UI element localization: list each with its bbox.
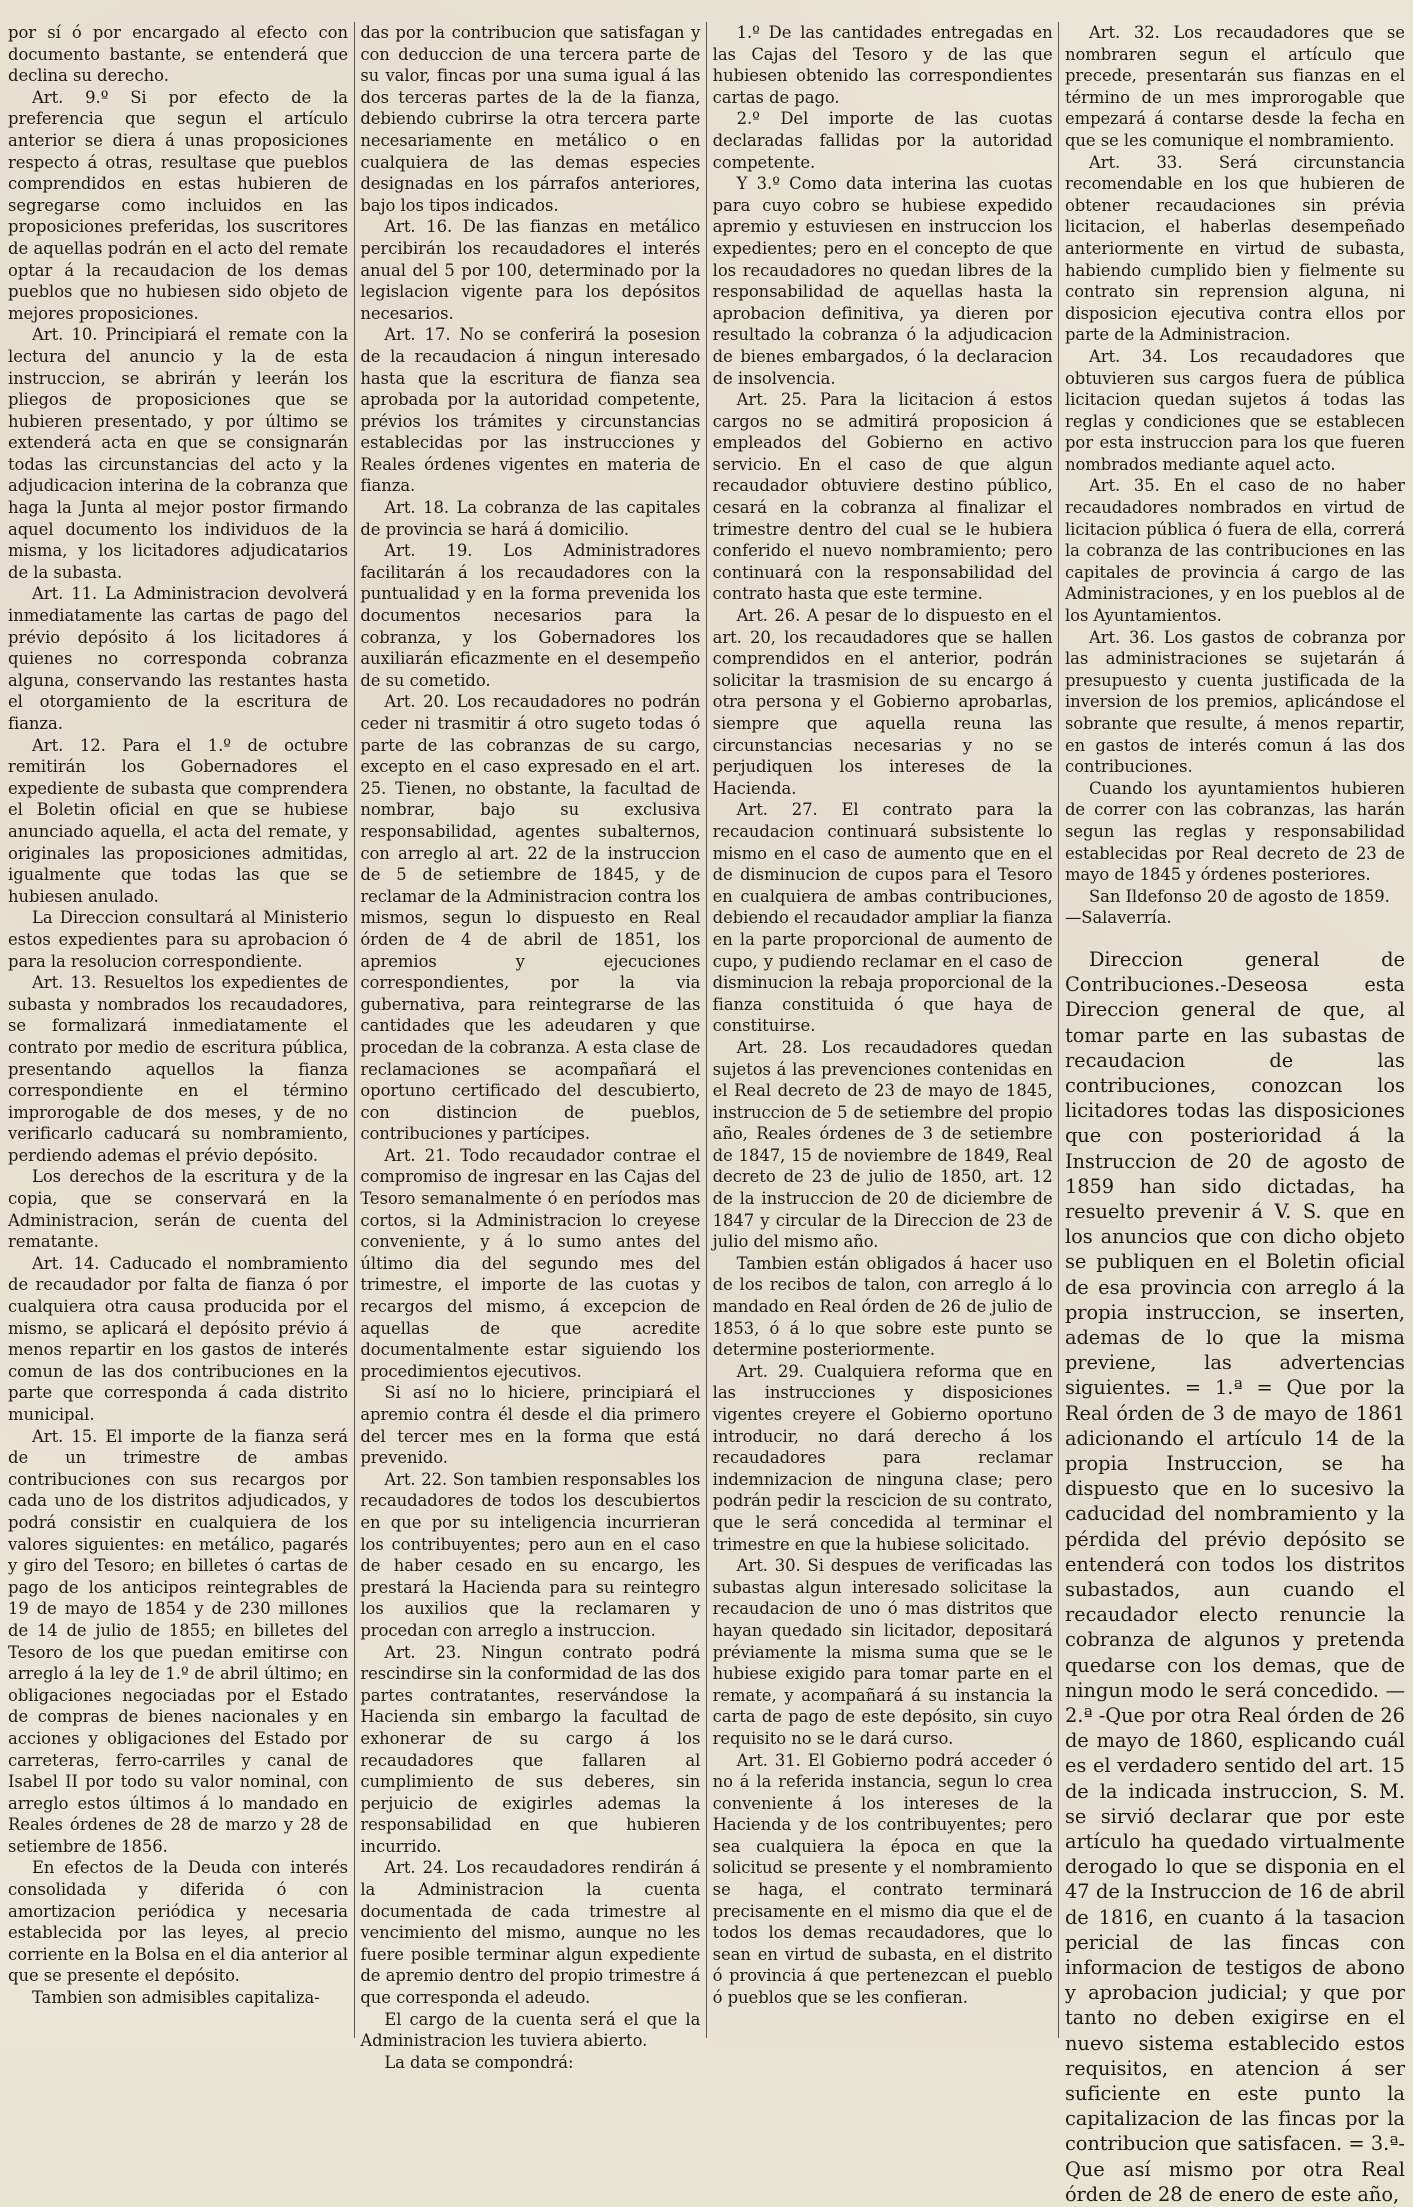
article-32: Art. 32. Los recaudadores que se nombraren segun el artículo que precede, presentarán sus fianzas en el término de un mes improrogable que empezará á contarse desde la fecha en que se les comunique el nombramiento. <box>1064 23 1405 150</box>
article-16: Art. 16. De las fianzas en metálico percibirán los recaudadores el interés anual del 5 por 100, determinado por la legislacion vigente para los depósitos necesarios. <box>360 217 701 323</box>
article-12: Art. 12. Para el 1.º de octubre remitirán los Gobernadores el expediente de subasta que comprendera el Boletin oficial en que se hubiese anunciado aquella, el acta del remate, y originales las proposiciones admitidas, igualmente que todas las que se hubiesen anulado. <box>8 735 348 906</box>
column-4 <box>1064 22 1405 2206</box>
paragraph: Tambien son admisibles capitaliza- <box>32 1988 320 2008</box>
article-13: Art. 13. Resueltos los expedientes de subasta y nombrados los recaudadores, se formalizará inmediatamente el contrato por medio de escritura pública, presentando aquellos la fianza correspondiente en el término improrogable de dos meses, y de no verificarlo caducará su nombramiento, perdiendo ademas el prévio depósito. <box>8 973 348 1165</box>
column-divider <box>354 22 355 2038</box>
article-31: Art. 31. El Gobierno podrá acceder ó no á la referida instancia, segun lo crea conveniente á los intereses de la Hacienda y de los contribuyentes; pero sea cualquiera la época en que la solicitud se presente y el nombramiento se haga, el contrato terminará precisamente en el mismo dia que el de todos los demas recaudadores, que lo sean en virtud de subasta, en el distrito ó provincia á que pertenezcan el pueblo ó pueblos que se les confieran. <box>712 1750 1053 2008</box>
article-11: Art. 11. La Administracion devolverá inmediatamente las cartas de pago del prévio depósito á los licitadores á quienes no corresponda cobranza alguna, conservando las restantes hasta el otorgamiento de la escritura de fianza. <box>8 584 348 733</box>
article-25: Art. 25. Para la licitacion á estos cargos no se admitirá proposicion á empleados del Gobierno en activo servicio. En el caso de que algun recaudador obtuviere destino público, cesará en la cobranza al finalizar el trimestre dentro del cual se le hubiera conferido el nuevo nombramiento; pero continuará con la responsabilidad del contrato hasta que este termine. <box>712 390 1053 604</box>
article-19: Art. 19. Los Administradores facilitarán á los recaudadores con la puntualidad y en la forma prevenida los documentos necesarios para la cobranza, y los Gobernadores los auxiliarán eficazmente en el desempeño de su cometido. <box>360 541 701 690</box>
paragraph: La Direccion consultará al Ministerio estos expedientes para su aprobacion ó para la resolucion correspondiente. <box>8 908 348 971</box>
article-22: Art. 22. Son tambien responsables los recaudadores de todos los descubiertos en que por su inteligencia incurrieran los contribuyentes; pero aun en el caso de haber cesado en su encargo, les prestará la Hacienda para su reintegro los auxilios que la reclamaren y procedan con arreglo a instruccion. <box>360 1469 701 1640</box>
article-36: Art. 36. Los gastos de cobranza por las administraciones se sujetarán á presupuesto y cuenta justificada de la inversion de los premios, aplicándose el sobrante que resulte, á menos repartir, en gastos de interés comun á las dos contribuciones. <box>1064 627 1405 777</box>
article-14: Art. 14. Caducado el nombramiento de recaudador por falta de fianza ó por cualquiera otra causa producida por el mismo, se aplicará el depósito prévio á menos repartir en los gastos de interés comun de las dos contribuciones en la parte que corresponda á cada distrito municipal. <box>8 1253 348 1424</box>
column-divider <box>706 22 707 2038</box>
article-35: Art. 35. En el caso de no haber recaudadores nombrados en virtud de licitacion pública ó fuera de ella, correrá la cobranza de las contribuciones en las capitales de provincia á cargo de las Administraciones, y en los pueblos al de los Ayuntamientos. <box>1064 476 1405 626</box>
paragraph: En efectos de la Deuda con interés consolidada y diferida ó con amortizacion periódica y necesaria establecida por las leyes, al precio corriente en la Bolsa en el dia anterior al que se presente el depósito. <box>8 1858 348 1986</box>
article-15: Art. 15. El importe de la fianza será de un trimestre de ambas contribuciones con sus recargos por cada uno de los distritos adjudicados, y podrá consistir en cualquiera de los valores siguientes: en metálico, pagarés y giro del Tesoro; en billetes ó cartas de pago de los anticipos reintegrables de 19 de mayo de 1854 y de 230 millones de 14 de julio de 1855; en billetes del Tesoro de los que puedan emitirse con arreglo á la ley de 1.º de abril último; en obligaciones negociadas por el Estado de compras de bienes nacionales y en acciones y obligaciones del Estado por carreteras, ferro-carriles y canal de Isabel II por todo su valor nominal, con arreglo estos últimos á lo mandado en Reales órdenes de 28 de marzo y 28 de setiembre de 1856. <box>8 1426 348 1856</box>
column-2 <box>360 22 701 2072</box>
paragraph: El cargo de la cuenta será el que la Administracion les tuviera abierto. <box>360 2009 701 2051</box>
article-23: Art. 23. Ningun contrato podrá rescindirse sin la conformidad de las dos partes contratantes, reservándose la Hacienda sin embargo la facultad de exhonerar de su cargo á los recaudadores que fallaren al cumplimiento de sus deberes, sin perjuicio de exigirles ademas la responsabilidad en que hubieren incurrido. <box>360 1642 701 1856</box>
signature-line: San Ildefonso 20 de agosto de 1859. —Salaverría. <box>1064 886 1390 928</box>
article-26: Art. 26. A pesar de lo dispuesto en el art. 20, los recaudadores que se hallen comprendidos en el anterior, podrán solicitar la trasmision de su encargo á otra persona y el Gobierno aprobarlas, siempre que aquella reuna las circunstancias necesarias y no se perjudiquen los intereses de la Hacienda. <box>712 606 1053 798</box>
article-34: Art. 34. Los recaudadores que obtuvieren sus cargos fuera de pública licitacion quedan sujetos á todas las reglas y condiciones que se establecen por esta instruccion para los que fueren nombrados mediante aquel acto. <box>1064 346 1405 474</box>
text-columns <box>8 22 1405 2206</box>
article-27: Art. 27. El contrato para la recaudacion continuará subsistente lo mismo en el caso de aumento que en el de disminucion de cupos para el Tesoro en cualquiera de ambas contribuciones, debiendo el recaudador ampliar la fianza en la parte proporcional de aumento de cupo, y pudiendo reclamar en el caso de disminucion la rebaja proporcional de la fianza constituida ó que haya de constituirse. <box>712 800 1053 1036</box>
paragraph: Los derechos de la escritura y de la copia, que se conservará en la Administracion, serán de cuenta del rematante. <box>8 1167 348 1252</box>
list-item: Y 3.º Como data interina las cuotas para cuyo cobro se hubiese expedido apremio y estuviesen en instruccion los expedientes; pero en el concepto de que los recaudadores no quedan libres de la responsabilidad de aquellas hasta la aprobacion definitiva, ya dieren por resultado la cobranza ó la adjudicacion de bienes embargados, ó la declaracion de insolvencia. <box>712 174 1053 388</box>
paragraph: por sí ó por encargado al efecto con documento bastante, se entenderá que declina su derecho. <box>8 23 348 86</box>
article-21: Art. 21. Todo recaudador contrae el compromiso de ingresar en las Cajas del Tesoro semanalmente ó en períodos mas cortos, si la Administracion lo creyese conveniente, y á lo sumo antes del último dia del segundo mes del trimestre, el importe de las cuotas y recargos del mismo, á excepcion de aquellas de que acredite documentalmente estar siguiendo los procedimientos ejecutivos. <box>360 1145 701 1381</box>
column-1 <box>8 22 348 2038</box>
paragraph: das por la contribucion que satisfagan y con deduccion de una tercera parte de su valor, fincas por una suma igual á las dos terceras partes de la de la fianza, debiendo cubrirse la otra tercera parte necesariamente en metálico o en cualquiera de las demas especies designadas en los párrafos anteriores, bajo los tipos indicados. <box>360 23 701 215</box>
article-33: Art. 33. Será circunstancia recomendable en los que hubieren de obtener recaudaciones sin prévia licitacion, el haberlas desempeñado anteriormente en virtud de subasta, habiendo cumplido bien y fielmente su contrato sin reprension alguna, ni disposicion ejecutiva contra ellos por parte de la Administracion. <box>1064 152 1405 345</box>
article-9: Art. 9.º Si por efecto de la preferencia que segun el artículo anterior se diera á unas proposiciones respecto á otras, resultase que pueblos comprendidos en estas hubieren de segregarse como incluidos en las proposiciones preferidas, los suscritores de aquellas podrán en el acto del remate optar á la recaudacion de los demas pueblos que no hubiesen sido objeto de mejores proposiciones. <box>8 87 348 323</box>
article-30: Art. 30. Si despues de verificadas las subastas algun interesado solicitase la recaudacion de uno ó mas distritos que hayan quedado sin licitador, depositará préviamente la misma suma que se le hubiese exigido para tomar parte en el remate, y acompañará á su instancia la carta de pago de este depósito, sin cuyo requisito no se le dará curso. <box>712 1556 1053 1748</box>
article-20: Art. 20. Los recaudadores no podrán ceder ni trasmitir á otro sugeto todas ó parte de las cobranzas de su cargo, excepto en el caso expresado en el art. 25. Tienen, no obstante, la facultad de nombrar, bajo su exclusiva responsabilidad, agentes subalternos, con arreglo al art. 22 de la instruccion de 5 de setiembre de 1845, y de reclamar de la Administracion contra los mismos, segun lo dispuesto en Real órden de 4 de abril de 1851, los apremios y ejecuciones correspondientes, por la via gubernativa, para reintegrarse de las cantidades que les adeudaren y que procedan de la cobranza. A esta clase de reclamaciones se acompañará el oportuno certificado del descubierto, con distincion de pueblos, contribuciones y partícipes. <box>360 692 701 1144</box>
paragraph: Si así no lo hiciere, principiará el apremio contra él desde el dia primero del tercer mes en la forma que está prevenido. <box>360 1383 701 1468</box>
list-item: 1.º De las cantidades entregadas en las Cajas del Tesoro y de las que hubiesen obtenido las correspondientes cartas de pago. <box>712 23 1053 107</box>
column-3 <box>713 22 1053 2038</box>
circular-notice: Direccion general de Contribuciones.-Deseosa esta Direccion general de que, al tomar parte en las subastas de recaudacion de las contribuciones, conozcan los licitadores todas las disposiciones que con posterioridad á la Instruccion de 20 de agosto de 1859 han sido dictadas, ha resuelto prevenir á V. S. que en los anuncios que con dicho objeto se publiquen en el Boletin oficial de esa provincia con arreglo á la propia instruccion, se inserten, ademas de lo que la misma previene, las advertencias siguientes. = 1.ª = Que por la Real órden de 3 de mayo de 1861 adicionando el artículo 14 de la propia Instruccion, se ha dispuesto que en lo sucesivo la caducidad del nombramiento y la pérdida del prévio depósito se entenderá con todos los distritos subastados, aun cuando el recaudador electo renuncie la cobranza de algunos y pretenda quedarse con los demas, que de ningun modo le será concedido. — 2.ª -Que por otra Real órden de 26 de mayo de 1860, esplicando cuál es el verdadero sentido del art. 15 de la indicada instruccion, S. M. se sirvió declarar que por este artículo ha quedado virtualmente derogado lo que se disponia en el 47 de la Instruccion de 16 de abril de 1816, en cuanto á la tasacion pericial de las fincas con informacion de testigos de abono y aprobacion judicial; y que por tanto no deben exigirse en el nuevo sistema establecido estos requisitos, en atencion á ser suficiente en este punto la capitalizacion de las fincas por la contribucion que satisfacen. = 3.ª-Que así mismo por otra Real órden de 28 de enero de este año, <box>1064 947 1405 2206</box>
paragraph: La data se compondrá: <box>384 2052 574 2072</box>
paragraph: Cuando los ayuntamientos hubieren de correr con las cobranzas, las harán segun las reglas y responsabilidad establecidas por Real decreto de 23 de mayo de 1845 y órdenes posteriores. <box>1064 778 1405 885</box>
article-17: Art. 17. No se conferirá la posesion de la recaudacion á ningun interesado hasta que la escritura de fianza sea aprobada por la autoridad competente, prévios los trámites y circunstancias establecidas por las instrucciones y Reales órdenes vigentes en materia de fianza. <box>360 325 701 496</box>
article-29: Art. 29. Cualquiera reforma que en las instrucciones y disposiciones vigentes creyere el Gobierno oportuno introducir, no dará derecho á los recaudadores para reclamar indemnizacion de ninguna clase; pero podrán pedir la rescicion de su contrato, que le será concedida al terminar el trimestre en que la hubiese solicitado. <box>712 1361 1053 1554</box>
article-10: Art. 10. Principiará el remate con la lectura del anuncio y la de esta instruccion, se abrirán y leerán los pliegos de proposiciones que se hubieren presentado, y por último se extenderá acta en que se consignarán todas las circunstancias del acto y la adjudicacion interina de la cobranza que haga la Junta al mejor postor firmando aquel documento los individuos de la misma, y los licitadores adjudicatarios de la subasta. <box>8 325 348 582</box>
paragraph: Tambien están obligados á hacer uso de los recibos de talon, con arreglo á lo mandado en Real órden de 26 de julio de 1853, ó á lo que sobre este punto se determine posteriormente. <box>712 1253 1053 1360</box>
article-24: Art. 24. Los recaudadores rendirán á la Administracion la cuenta documentada de cada trimestre al vencimiento del mismo, aunque no les fuere posible terminar algun expediente de apremio dentro del propio trimestre á que corresponda el adeudo. <box>360 1858 701 2008</box>
article-18: Art. 18. La cobranza de las capitales de provincia se hará á domicilio. <box>360 498 701 539</box>
column-divider <box>1058 22 1059 2038</box>
list-item: 2.º Del importe de las cuotas declaradas fallidas por la autoridad competente. <box>712 109 1053 172</box>
article-28: Art. 28. Los recaudadores quedan sujetos á las prevenciones contenidas en el Real decreto de 23 de mayo de 1845, instruccion de 5 de setiembre del propio año, Reales órdenes de 3 de setiembre de 1847, 15 de noviembre de 1849, Real decreto de 23 de julio de 1850, art. 12 de la instruccion de 20 de diciembre de 1847 y circular de la Direccion de 23 de julio del mismo año. <box>712 1037 1053 1252</box>
